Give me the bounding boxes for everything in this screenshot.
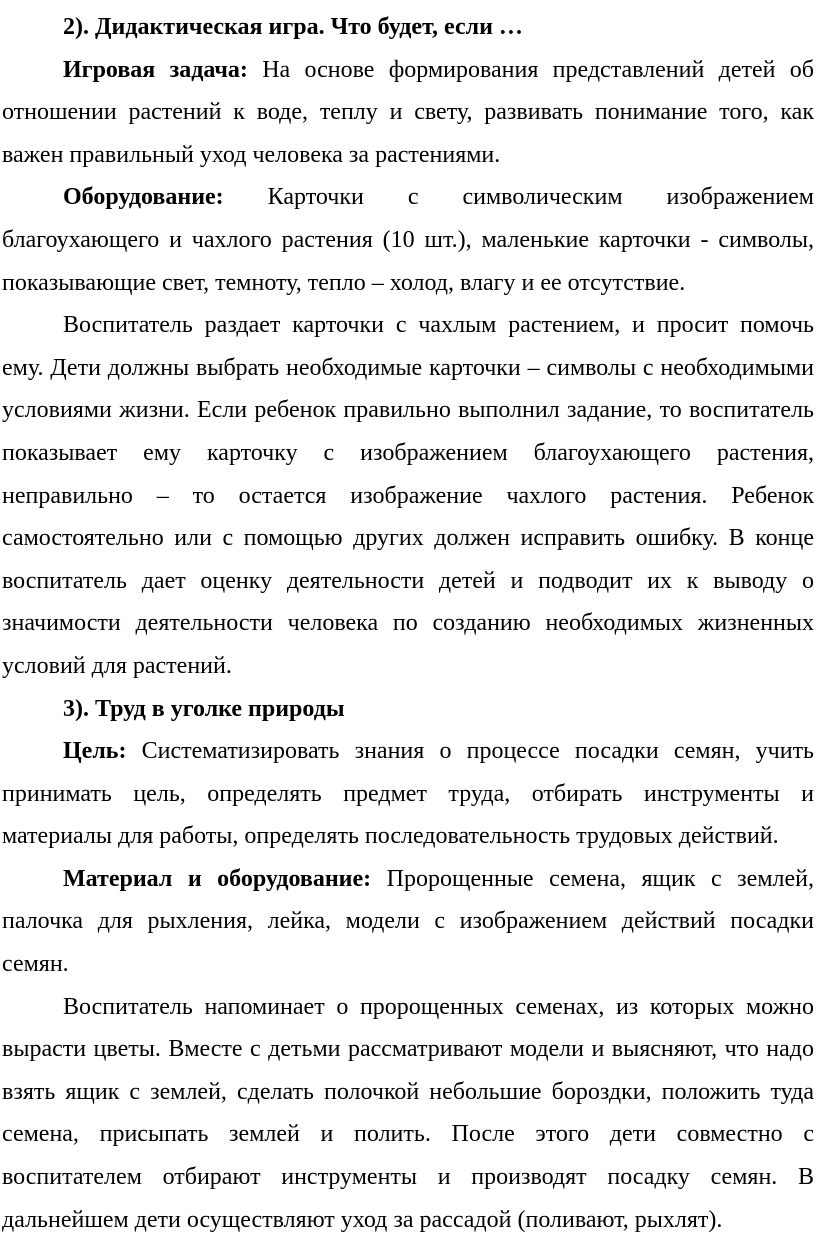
equipment-text: Карточки с символическим изображением благоухающего и чахлого растения (10 шт.), маленькие карточки - символы, показывающие свет, темноту, тепло – холод, влагу и ее отсутствие. — [2, 184, 814, 296]
section-3-heading: 3). Труд в уголке природы — [63, 695, 345, 722]
equipment-label: Оборудование: — [63, 184, 224, 211]
equipment-paragraph — [2, 176, 814, 304]
game-task-text: На основе формирования представлений детей об отношении растений к воде, теплу и свету, развивать понимание того, как важен правильный уход человека за растениями. — [2, 56, 814, 168]
game-task-label: Игровая задача: — [63, 56, 248, 83]
goal-text: Систематизировать знания о процессе посадки семян, учить принимать цель, определять предмет труда, отбирать инструменты и материалы для работы, определять последовательность трудовых действий. — [2, 738, 814, 850]
goal-paragraph — [2, 730, 814, 858]
materials-label: Материал и оборудование: — [63, 865, 372, 892]
game-task-paragraph — [2, 49, 814, 177]
materials-paragraph — [2, 858, 814, 986]
game-description-paragraph: Воспитатель раздает карточки с чахлым растением, и просит помочь ему. Дети должны выбрать необходимые карточки – символы с необходимыми условиями жизни. Если ребенок правильно выполнил задание, то воспитатель показывает ему карточку с изображением благоухающего растения, неправильно – то остается изображение чахлого растения. Ребенок самостоятельно или с помощью других должен исправить ошибку. В конце воспитатель дает оценку деятельности детей и подводит их к выводу о значимости деятельности человека по созданию необходимых жизненных условий для растений. — [2, 312, 814, 679]
materials-text: Пророщенные семена, ящик с землей, палочка для рыхления, лейка, модели с изображением действий посадки семян. — [2, 865, 814, 978]
section-2-heading: 2). Дидактическая игра. Что будет, если … — [63, 14, 523, 40]
goal-label: Цель: — [63, 738, 127, 765]
work-description-paragraph: Воспитатель напоминает о пророщенных семенах, из которых можно вырасти цветы. Вместе с детьми рассматривают модели и выясняют, что надо взять ящик с землей, сделать полочкой небольшие бороздки, положить туда семена, присыпать землей и полить. После этого дети совместно с воспитателем отбирают инструменты и производят посадку семян. В дальнейшем дети осуществляют уход за рассадой (поливают, рыхлят). — [2, 993, 814, 1233]
